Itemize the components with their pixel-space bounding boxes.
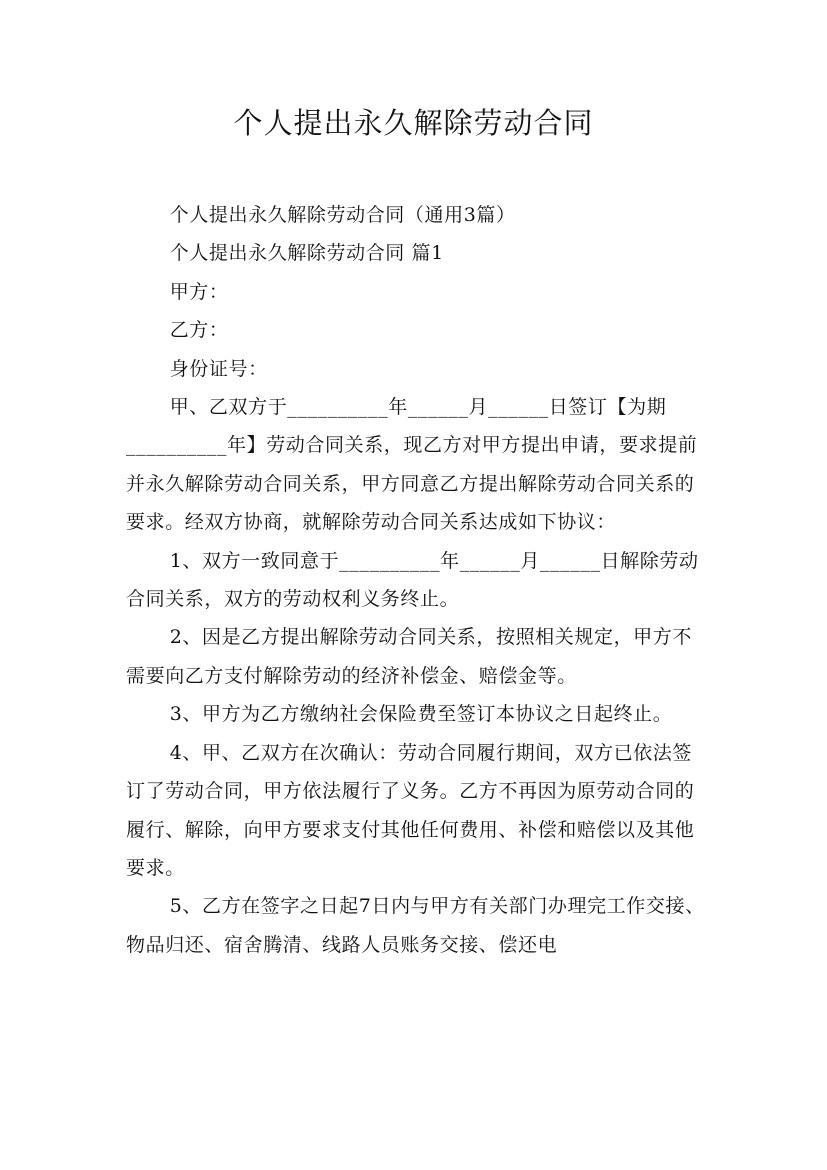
paragraph-clause-3: 3、甲方为乙方缴纳社会保险费至签订本协议之日起终止。 xyxy=(169,703,673,726)
document-title: 个人提出永久解除劳动合同 xyxy=(233,106,594,140)
paragraph-preamble: 甲、乙双方于__________年______月______日签订【为期__________年】劳动合同关系，现乙方对甲方提出申请，要求提前并永久解除劳动合同关系，甲方同意乙方提出解除劳动合同关系的要求。经双方协商，就解除劳动合同关系达成如下协议： xyxy=(126,396,698,534)
paragraph-id-number: 身份证号： xyxy=(169,357,268,380)
paragraph-clause-5: 5、乙方在签字之日起7日内与甲方有关部门办理完工作交接、物品归还、宿舍腾清、线路人员账务交接、偿还电 xyxy=(126,895,705,956)
paragraph-clause-2: 2、因是乙方提出解除劳动合同关系，按照相关规定，甲方不需要向乙方支付解除劳动的经济补偿金、赔偿金等。 xyxy=(126,626,692,687)
paragraph-clause-4: 4、甲、乙双方在次确认：劳动合同履行期间，双方已依法签订了劳动合同，甲方依法履行了义务。乙方不再因为原劳动合同的履行、解除，向甲方要求支付其他任何费用、补偿和赔偿以及其他要求。 xyxy=(126,741,695,879)
paragraph-clause-1: 1、双方一致同意于__________年______月______日解除劳动合同关系，双方的劳动权利义务终止。 xyxy=(126,549,699,611)
paragraph-party-b: 乙方： xyxy=(169,319,229,342)
document-body xyxy=(126,196,711,964)
paragraph-party-a: 甲方： xyxy=(169,280,229,303)
paragraph-subtitle: 个人提出永久解除劳动合同（通用3篇） xyxy=(169,204,516,226)
paragraph-section-heading: 个人提出永久解除劳动合同 篇1 xyxy=(169,242,444,265)
